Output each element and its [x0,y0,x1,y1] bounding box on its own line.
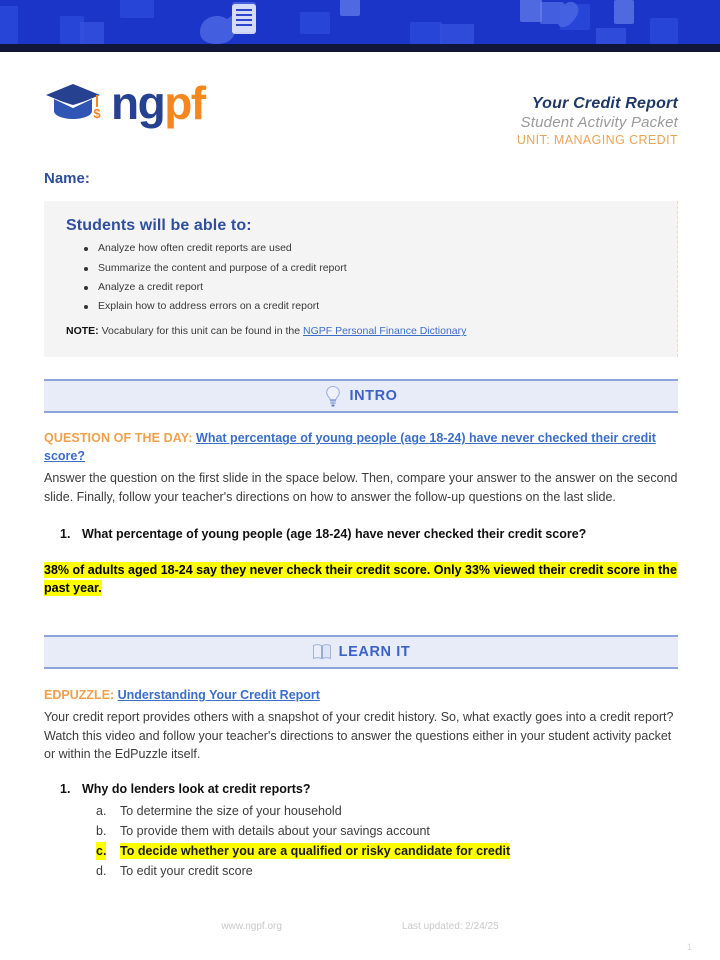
edpuzzle-link[interactable]: Understanding Your Credit Report [117,688,320,703]
mcq-stem [44,782,678,796]
multiple-choice-question [44,782,678,880]
section-header-intro [44,379,678,413]
name-label: Name: [44,170,90,188]
edpuzzle-body: Your credit report provides others with a snapshot of your credit history. So, what exactly goes into a credit report? Watch this video and follow your teacher's directions to answer the questions either in your student activity packet or within the EdPuzzle itself. [44,709,674,762]
question-of-the-day [44,430,678,466]
intro-numbered-question [44,526,678,544]
choice-text: To provide them with details about your savings account [120,824,430,839]
qotd-tag: QUESTION OF THE DAY: [44,431,193,446]
choice-letter: b. [96,824,107,839]
mcq-choice-b[interactable] [44,822,678,840]
objectives-box [44,201,678,357]
name-field[interactable] [0,148,720,187]
choice-text: To decide whether you are a qualified or risky candidate for credit [120,844,511,859]
footer-updated: Last updated: 2/24/25 [401,921,499,932]
mcq-number: 1. [60,782,71,797]
question-number: 1. [60,527,71,542]
logo-pf: pf [164,77,205,129]
highlighted-answer [44,561,678,597]
list-item: Analyze how often credit reports are used [66,242,659,256]
page-subtitle: Student Activity Packet [520,114,678,131]
edpuzzle-tag: EDPUZZLE: [44,688,115,703]
mcq-choices [44,802,678,880]
document-footer [0,921,720,932]
objectives-note [66,325,659,337]
mcq-choice-d[interactable] [44,862,678,880]
logo-ng: ng [111,77,165,129]
section-label-learn-it: LEARN IT [338,644,411,661]
choice-text: To determine the size of your household [120,804,342,819]
decorative-banner [0,0,720,44]
intro-body [0,430,720,597]
banner-rule [0,44,720,52]
section-header-learn-it [44,635,678,669]
mcq-choice-a[interactable] [44,802,678,820]
logo-wordmark [111,77,205,129]
footer-site: www.ngpf.org [221,921,282,932]
answer-text: 38% of adults aged 18-24 say they never check their credit score. Only 33% viewed their credit score in the past year. [44,562,677,596]
note-label: NOTE: [66,325,99,338]
list-item: Summarize the content and purpose of a credit report [66,262,659,276]
note-text: Vocabulary for this unit can be found in the [101,325,301,338]
mcq-stem-text: Why do lenders look at credit reports? [82,782,311,797]
choice-letter: c. [96,844,107,859]
list-item: Explain how to address errors on a credit report [66,300,659,314]
choice-text: To edit your credit score [120,864,253,879]
mcq-choice-c[interactable] [44,842,678,860]
unit-label: UNIT: MANAGING CREDIT [516,132,678,147]
open-book-icon [312,643,332,661]
svg-text:$: $ [93,106,101,121]
qotd-link[interactable]: What percentage of young people (age 18-24) have never checked their credit score? [44,431,656,464]
question-text: What percentage of young people (age 18-24) have never checked their credit score? [82,527,587,542]
choice-letter: a. [96,804,107,819]
objectives-heading: Students will be able to: [66,217,252,235]
document-header [0,52,720,148]
learn-body [0,687,720,880]
graduation-cap-icon [44,78,106,126]
objectives-section [0,187,720,357]
ngpf-logo [44,77,205,129]
page-title: Your Credit Report [531,95,678,112]
objectives-list [66,242,659,313]
page-number: 1 [686,942,692,952]
title-block [517,78,678,148]
dictionary-link[interactable]: NGPF Personal Finance Dictionary [302,325,467,338]
lightbulb-icon [324,385,342,407]
section-label-intro: INTRO [349,388,398,405]
intro-directions: Answer the question on the first slide in the space below. Then, compare your answer to the answer on the second slide. Finally, follow your teacher's directions on how to answer the follow-up questions on the last slide. [44,470,678,504]
edpuzzle-heading [44,687,678,705]
list-item: Analyze a credit report [66,281,659,295]
choice-letter: d. [96,864,107,879]
